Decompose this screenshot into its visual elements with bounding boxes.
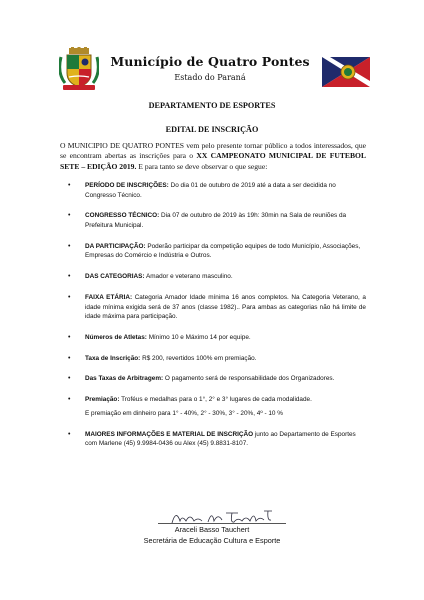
signature-line: [158, 523, 286, 524]
intro-championship: XX CAMPEONATO MUNICIPAL DE FUTEBOL SETE – EDIÇÃO 2019.: [60, 151, 367, 171]
item-label: Das Taxas de Arbitragem:: [85, 375, 164, 383]
item-label: MAIORES INFORMAÇÕES E MATERIAL DE INSCRIÇÃO: [85, 430, 254, 438]
item-text: Mínimo 10 e Máximo 14 por equipe.: [146, 333, 251, 341]
item-text: Poderão participar da competição equipes de todo Município, Associações, Empresas do Comércio e Indústria e Outros.: [85, 242, 361, 260]
item-text: Dia 07 de outubro de 2019 às 19h: 30min na Sala de reuniões da Prefeitura Municipal.: [85, 212, 347, 229]
item-label: FAIXA ETÁRIA:: [85, 293, 133, 301]
item-label: Taxa de Inscrição:: [85, 354, 141, 362]
item-label: DAS CATEGORIAS:: [85, 273, 145, 281]
list-item: [65, 395, 366, 405]
bullet-icon: •: [68, 430, 71, 438]
bullet-icon: •: [68, 333, 71, 341]
item-label: Números de Atletas:: [85, 333, 147, 341]
department-heading: DEPARTAMENTO DE ESPORTES: [148, 101, 276, 110]
premiacao-money-line: E premiação em dinheiro para 1° - 40%, 2° - 30%, 3° - 20%, 4º - 10 %: [85, 410, 283, 417]
municipal-flag-icon: [322, 57, 370, 87]
list-item: [65, 293, 366, 322]
item-text: Amador e veterano masculino.: [144, 273, 233, 281]
bullet-icon: •: [68, 396, 71, 404]
item-text: R$ 200, revertidos 100% em premiação.: [140, 354, 257, 362]
list-item: [65, 374, 366, 384]
item-text: O pagamento será de responsabilidade dos Organizadores.: [163, 375, 335, 383]
signatory-name: Araceli Basso Tauchert: [174, 525, 250, 534]
bullet-icon: •: [68, 242, 71, 250]
item-text: Troféus e medalhas para o 1°, 2° e 3° lugares de cada modalidade.: [119, 396, 312, 404]
list-item: [65, 181, 366, 200]
signatory-role: Secretária de Educação Cultura e Esporte: [143, 536, 281, 545]
intro-paragraph: [60, 141, 366, 172]
bullet-icon: •: [68, 293, 71, 301]
document-title: EDITAL DE INSCRIÇÃO: [165, 125, 259, 134]
state-subtitle: Estado do Paraná: [174, 73, 246, 82]
list-item: [65, 211, 366, 230]
coat-of-arms-icon: [59, 47, 99, 91]
handwritten-signature: [168, 507, 278, 527]
item-label: Premiação:: [85, 396, 120, 404]
list-item: [65, 333, 366, 343]
list-item: [65, 272, 366, 282]
bullet-icon: •: [68, 273, 71, 281]
rules-list: [65, 181, 366, 460]
bullet-icon: •: [68, 354, 71, 362]
list-item: [65, 242, 366, 261]
item-label: CONGRESSO TÉCNICO:: [85, 212, 160, 220]
list-item: [65, 430, 366, 449]
item-label: DA PARTICIPAÇÃO:: [85, 242, 146, 250]
list-item: [65, 354, 366, 364]
item-text: Categoria Amador Idade mínima 16 anos completos. Na Categoria Veterano, a idade mínima exigida será de 37 anos (classe 1982).. Para ambas as categorias não há limite de idade máxima para participação.: [85, 293, 366, 321]
intro-text-2: E para tanto se deve observar o que segue:: [136, 161, 268, 171]
bullet-icon: •: [68, 375, 71, 383]
bullet-icon: •: [68, 182, 71, 189]
item-text: junto ao Departamento de Esportes com Marlene (45) 9.9984-0436 ou Alex (45) 9.8831-8107.: [85, 430, 356, 448]
bullet-icon: •: [68, 212, 71, 220]
item-text: Do dia 01 de outubro de 2019 até a data a ser decidida no Congresso Técnico.: [85, 182, 336, 199]
item-label: PERÍODO DE INSCRIÇÕES:: [85, 182, 169, 189]
municipality-title: Município de Quatro Pontes: [110, 54, 310, 69]
intro-text-1: O MUNICIPIO DE QUATRO PONTES vem pelo presente tornar público a todos interessados, que se encontram abertas as inscrições para o: [60, 141, 366, 161]
